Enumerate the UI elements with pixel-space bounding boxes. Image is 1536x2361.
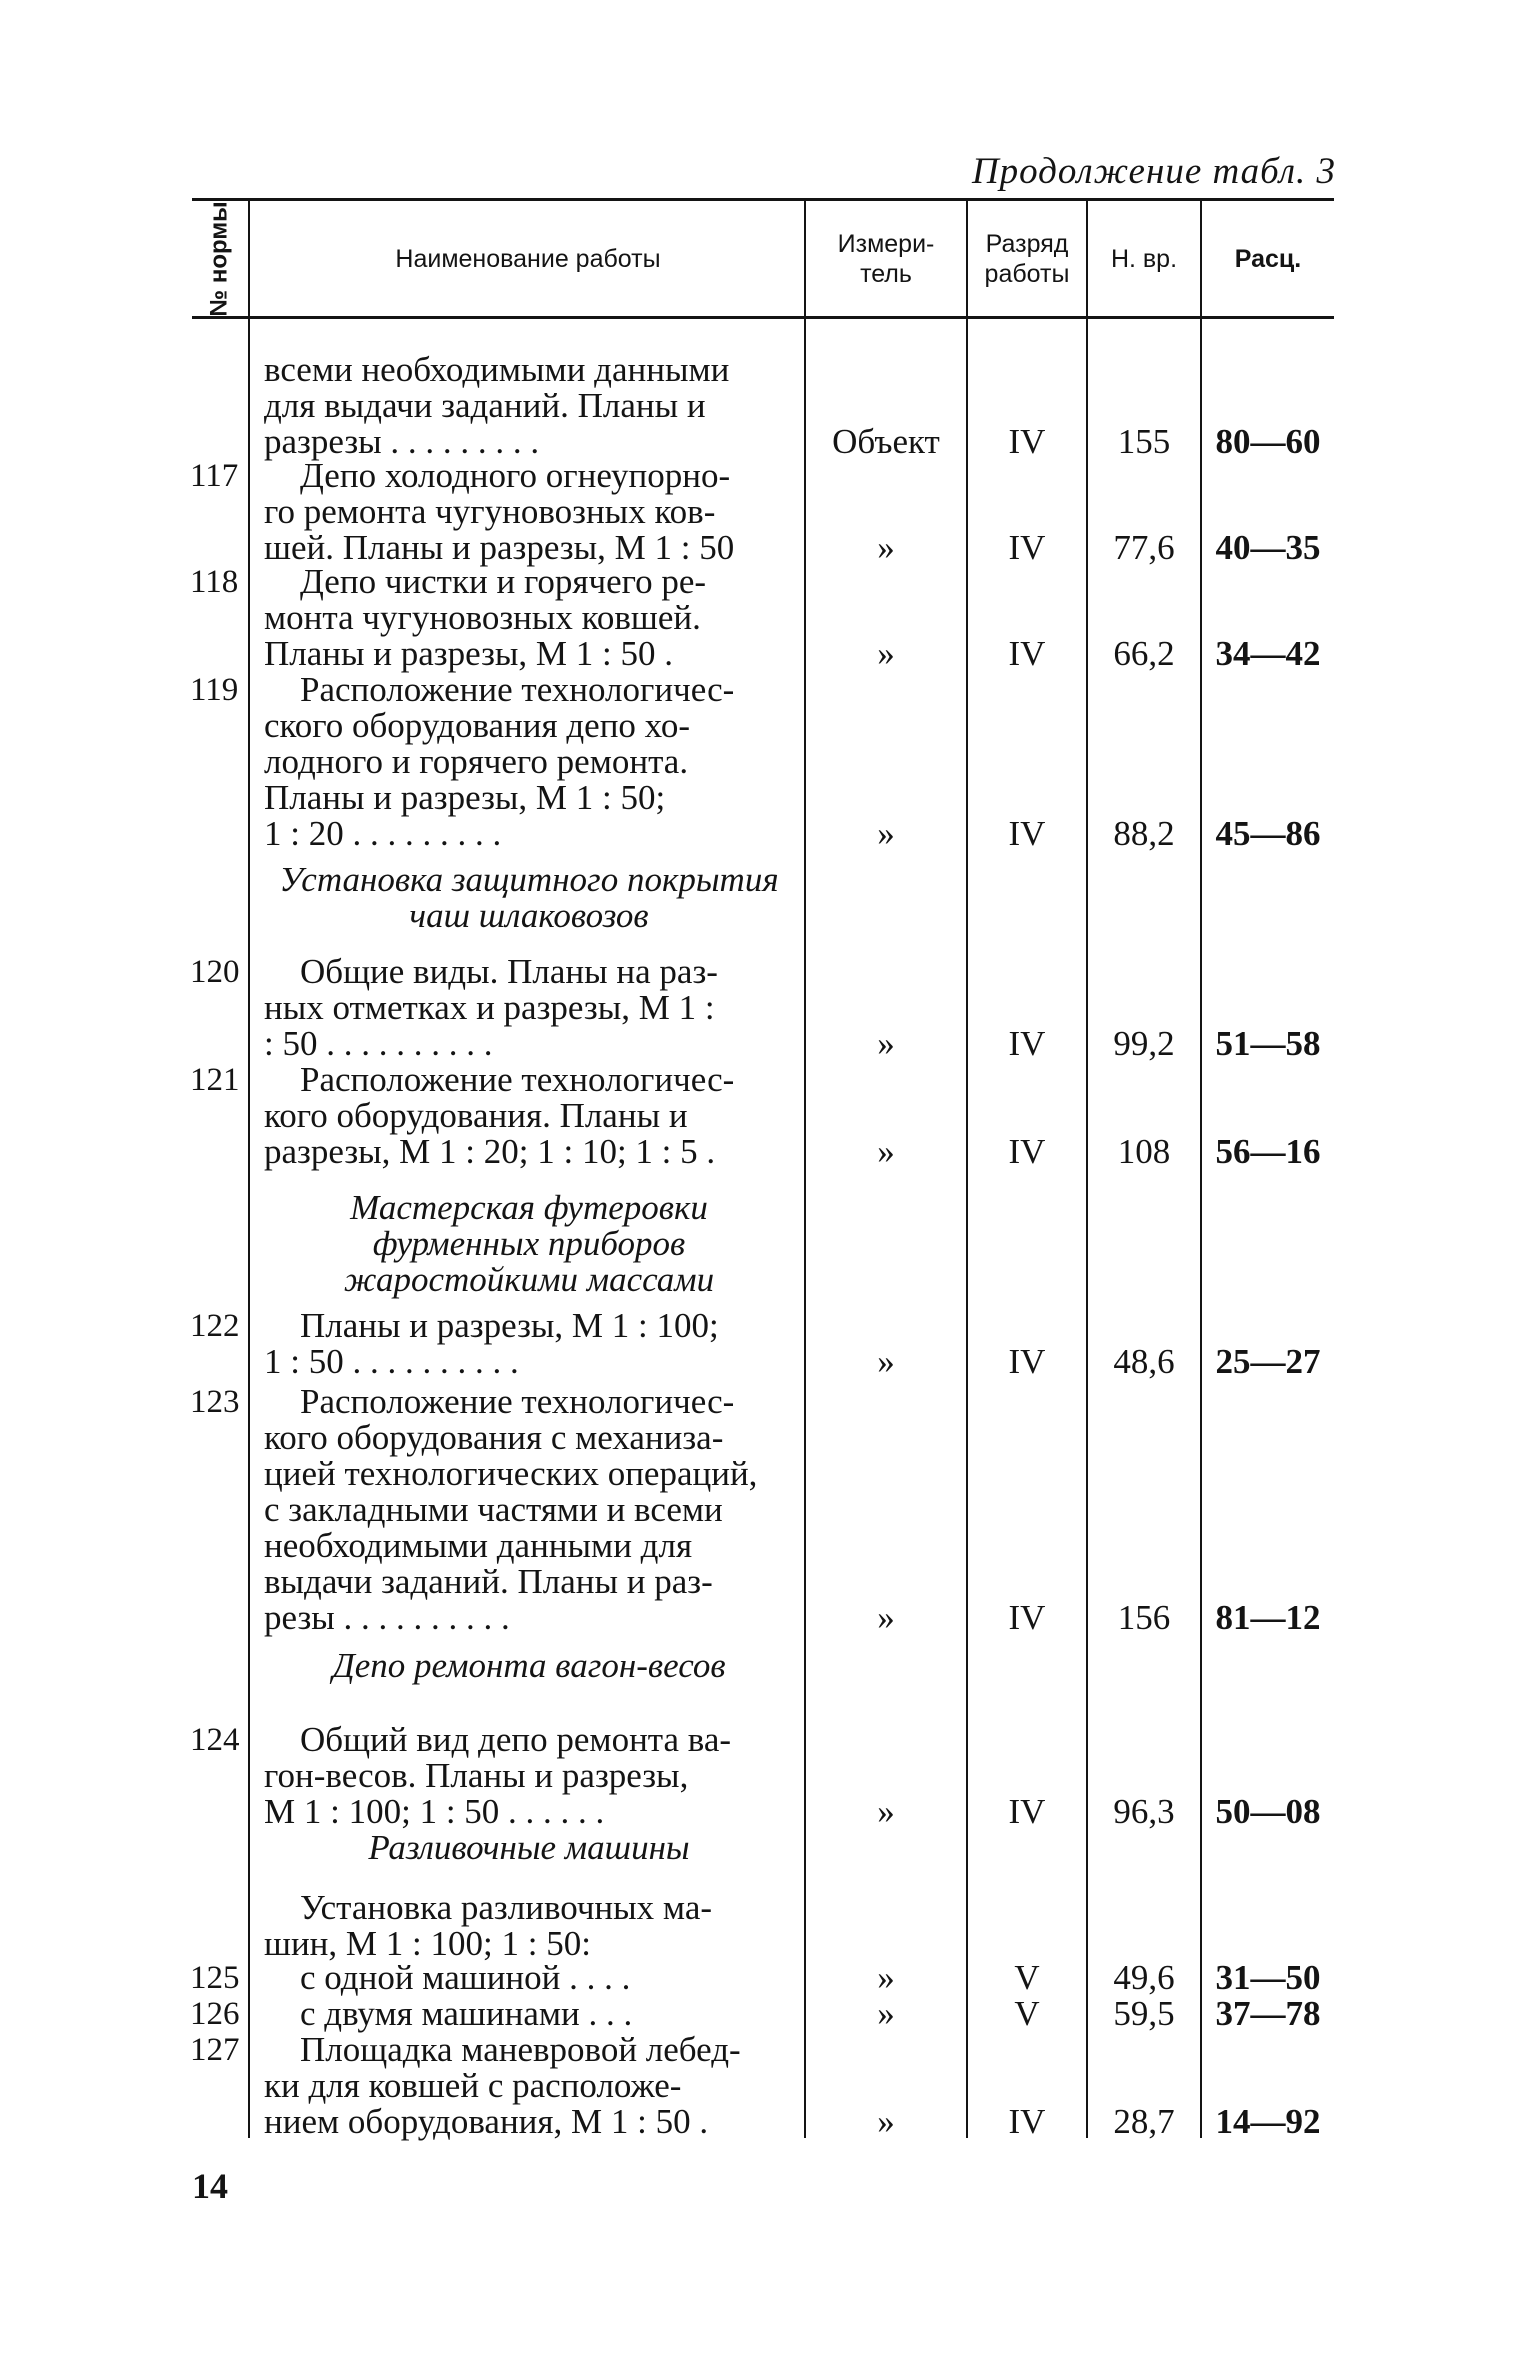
norm-number: 118 [190, 564, 239, 600]
norm-number: 124 [190, 1722, 240, 1758]
grade-cell: IV [1008, 528, 1046, 567]
unit-cell: » [877, 528, 895, 567]
work-description-line: Расположение технологичес- [300, 670, 735, 709]
unit-cell: » [877, 1994, 895, 2033]
price-cell: 37—78 [1215, 1994, 1321, 2033]
grade-cell: V [1014, 1994, 1040, 2033]
grade-cell: IV [1008, 1598, 1046, 1637]
work-description-line: Общий вид депо ремонта ва- [300, 1720, 732, 1759]
column-rule [966, 318, 968, 2138]
unit-cell: » [877, 1958, 895, 1997]
work-description-line: монта чугуновозных ковшей. [264, 598, 701, 637]
work-description-line: выдачи заданий. Планы и раз- [264, 1562, 713, 1601]
norm-number: 123 [190, 1384, 240, 1420]
column-rule [248, 318, 250, 2138]
header-time: Н. вр. [1110, 244, 1178, 273]
work-description-line: лодного и горячего ремонта. [264, 742, 689, 781]
unit-cell: » [877, 1024, 895, 1063]
time-norm-cell: 66,2 [1113, 634, 1175, 673]
section-heading: фурменных приборов [372, 1224, 686, 1263]
time-norm-cell: 108 [1117, 1132, 1171, 1171]
time-norm-cell: 49,6 [1113, 1958, 1175, 1997]
price-cell: 81—12 [1215, 1598, 1321, 1637]
work-description-line: го ремонта чугуновозных ков- [264, 492, 716, 531]
work-description-line: цией технологических операций, [264, 1454, 758, 1493]
header-work-name: Наименование работы [395, 244, 661, 273]
header-price: Расц. [1234, 244, 1302, 273]
work-description-line: Общие виды. Планы на раз- [300, 952, 718, 991]
time-norm-cell: 96,3 [1113, 1792, 1175, 1831]
price-cell: 80—60 [1215, 422, 1321, 461]
table-continuation-caption: Продолжение табл. 3 [971, 151, 1336, 192]
work-description-line: шей. Планы и разрезы, М 1 : 50 [264, 528, 735, 567]
work-description-line: Расположение технологичес- [300, 1382, 735, 1421]
grade-cell: V [1014, 1958, 1040, 1997]
time-norm-cell: 59,5 [1113, 1994, 1175, 2033]
table-header [192, 198, 1334, 319]
price-cell: 45—86 [1215, 814, 1321, 853]
grade-cell: IV [1008, 1792, 1046, 1831]
norm-number: 125 [190, 1960, 240, 1996]
section-heading: Депо ремонта вагон-весов [332, 1646, 726, 1685]
section-heading: жаростойкими массами [343, 1260, 715, 1299]
work-description-line: шин, М 1 : 100; 1 : 50: [264, 1924, 591, 1963]
work-description-line: нием оборудования, М 1 : 50 . [264, 2102, 709, 2141]
norm-number: 120 [190, 954, 240, 990]
time-norm-cell: 99,2 [1113, 1024, 1175, 1063]
grade-cell: IV [1008, 1132, 1046, 1171]
norm-number: 122 [190, 1308, 240, 1344]
work-description-line: кого оборудования с механиза- [264, 1418, 724, 1457]
header-grade: Разряд работы [984, 229, 1070, 288]
grade-cell: IV [1008, 814, 1046, 853]
section-heading: чаш шлаковозов [409, 896, 649, 935]
price-cell: 51—58 [1215, 1024, 1321, 1063]
header-norm-number: № нормы [206, 200, 234, 317]
price-cell: 25—27 [1215, 1342, 1321, 1381]
work-description-line: кого оборудования. Планы и [264, 1096, 688, 1135]
time-norm-cell: 88,2 [1113, 814, 1175, 853]
work-description-line: 1 : 50 . . . . . . . . . . [264, 1342, 519, 1381]
work-description-line: резы . . . . . . . . . . [264, 1598, 510, 1637]
unit-cell: » [877, 1342, 895, 1381]
unit-cell: » [877, 814, 895, 853]
work-description-line: Планы и разрезы, М 1 : 100; [300, 1306, 719, 1345]
work-description-line: Планы и разрезы, М 1 : 50 . [264, 634, 674, 673]
time-norm-cell: 28,7 [1113, 2102, 1175, 2141]
unit-cell: » [877, 1598, 895, 1637]
header-unit: Измери- тель [837, 229, 935, 288]
norm-number: 126 [190, 1996, 240, 2032]
time-norm-cell: 156 [1117, 1598, 1171, 1637]
work-description-line: с закладными частями и всеми [264, 1490, 723, 1529]
work-description-line: гон-весов. Планы и разрезы, [264, 1756, 689, 1795]
work-description-line: ского оборудования депо хо- [264, 706, 690, 745]
norm-number: 127 [190, 2032, 240, 2068]
grade-cell: IV [1008, 1342, 1046, 1381]
price-cell: 40—35 [1215, 528, 1321, 567]
price-cell: 31—50 [1215, 1958, 1321, 1997]
work-description-line: Расположение технологичес- [300, 1060, 735, 1099]
unit-cell: » [877, 634, 895, 673]
section-heading: Установка защитного покрытия [279, 860, 779, 899]
unit-cell: Объект [832, 422, 940, 461]
work-description-line: ки для ковшей с расположе- [264, 2066, 682, 2105]
work-description-line: для выдачи заданий. Планы и [264, 386, 706, 425]
work-description-line: ных отметках и разрезы, М 1 : [264, 988, 715, 1027]
norm-number: 117 [190, 458, 239, 494]
work-description-line: Депо холодного огнеупорно- [300, 456, 731, 495]
work-description-line: разрезы . . . . . . . . . [264, 422, 540, 461]
work-description-line: всеми необходимыми данными [264, 350, 730, 389]
work-description-line: Площадка маневровой лебед- [300, 2030, 741, 2069]
column-rule [804, 318, 806, 2138]
work-description-line: М 1 : 100; 1 : 50 . . . . . . [264, 1792, 605, 1831]
work-description-line: разрезы, М 1 : 20; 1 : 10; 1 : 5 . [264, 1132, 716, 1171]
time-norm-cell: 155 [1117, 422, 1171, 461]
column-rule [1200, 318, 1202, 2138]
price-cell: 56—16 [1215, 1132, 1321, 1171]
column-rule [1086, 318, 1088, 2138]
work-description-line: необходимыми данными для [264, 1526, 693, 1565]
work-description-line: с одной машиной . . . . [300, 1958, 631, 1997]
work-description-line: Установка разливочных ма- [300, 1888, 713, 1927]
grade-cell: IV [1008, 422, 1046, 461]
work-description-line: Депо чистки и горячего ре- [300, 562, 707, 601]
grade-cell: IV [1008, 634, 1046, 673]
section-heading: Мастерская футеровки [350, 1188, 708, 1227]
norm-number: 121 [190, 1062, 240, 1098]
unit-cell: » [877, 2102, 895, 2141]
work-description-line: 1 : 20 . . . . . . . . . [264, 814, 502, 853]
price-cell: 34—42 [1215, 634, 1321, 673]
unit-cell: » [877, 1132, 895, 1171]
norm-number: 119 [190, 672, 239, 708]
time-norm-cell: 48,6 [1113, 1342, 1175, 1381]
grade-cell: IV [1008, 2102, 1046, 2141]
page-number: 14 [192, 2166, 228, 2206]
work-description-line: Планы и разрезы, М 1 : 50; [264, 778, 666, 817]
work-description-line: : 50 . . . . . . . . . . [264, 1024, 493, 1063]
work-description-line: с двумя машинами . . . [300, 1994, 633, 2033]
price-cell: 50—08 [1215, 1792, 1321, 1831]
time-norm-cell: 77,6 [1113, 528, 1175, 567]
price-cell: 14—92 [1215, 2102, 1321, 2141]
section-heading: Разливочные машины [368, 1828, 690, 1867]
unit-cell: » [877, 1792, 895, 1831]
grade-cell: IV [1008, 1024, 1046, 1063]
